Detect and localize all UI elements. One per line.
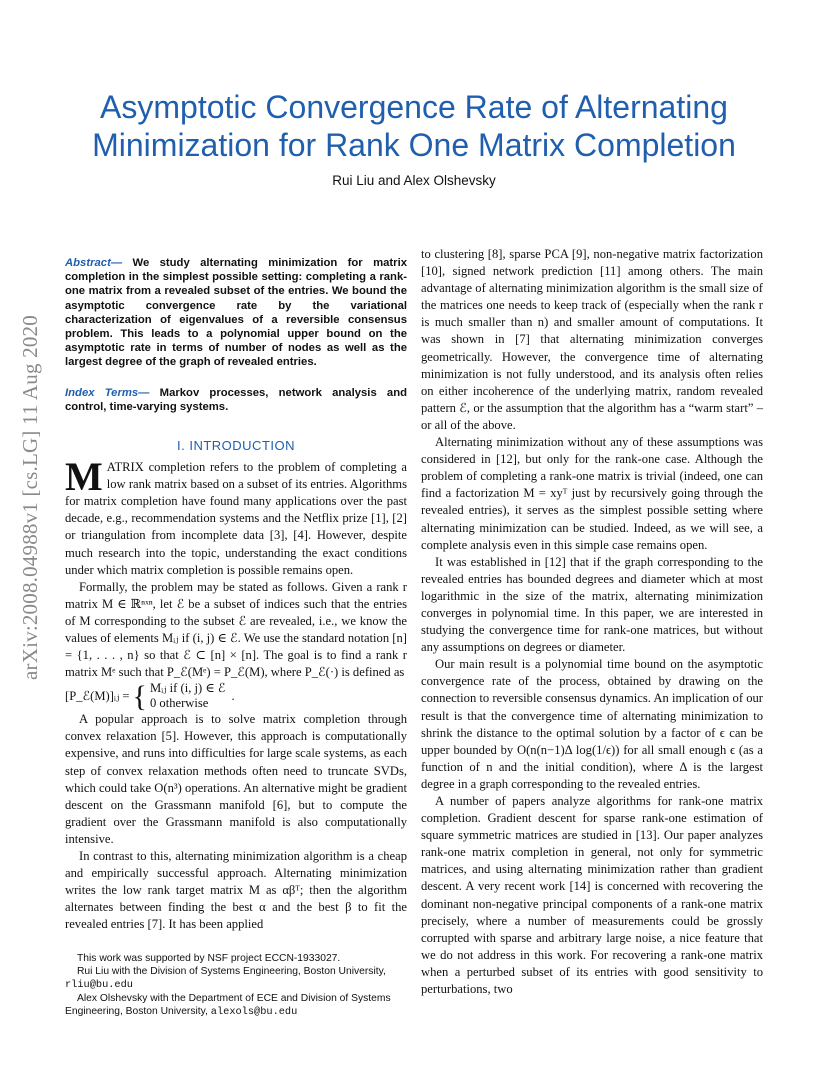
- arxiv-identifier: arXiv:2008.04988v1 [cs.LG] 11 Aug 2020: [18, 315, 42, 680]
- paragraph-intro-2: Formally, the problem may be stated as follows. Given a rank r matrix M ∈ ℝⁿˣⁿ, let ℰ be a subset of indices such that the entries of M corresponding to the subset ℰ are revealed, i.e., we know the values of elements Mᵢⱼ if (i, j) ∈ ℰ. We use the standard notation [n] = {1, . . . , n} so that ℰ ⊂ [n] × [n]. The goal is to find a rank r matrix Mᵉ such that P_ℰ(Mᵉ) = P_ℰ(M), where P_ℰ(·) is defined as: [65, 579, 407, 680]
- left-column: [65, 256, 407, 933]
- index-terms: [65, 386, 407, 414]
- equation-cases: [150, 681, 226, 711]
- equation-projection: [65, 681, 407, 711]
- email-link-alexols[interactable]: alexols@bu.edu: [210, 1006, 298, 1018]
- paragraph-intro-1-text: ATRIX completion refers to the problem of completing a low rank matrix based on a subset of its entries. Algorithms for matrix completion have found many applications over the past decade, e.g., recommendation systems and the Netflix prize [1], [2] or triangulation from incomplete data [3], [4]. However, despite much research into the topic, understanding the exact conditions under which matrix completion is possible remains open.: [65, 460, 407, 577]
- index-terms-label: Index Terms—: [65, 386, 150, 399]
- paragraph-right-2: Alternating minimization without any of these assumptions was considered in [12], but only for the rank-one case. Although the problem of completing a rank-one matrix is trivial (indeed, one can find a factorization M = xyᵀ just by recursively going through the revealed entries), it serves as the simplest possible setting where alternating minimization can be studied. Indeed, as we will see, a complete analysis even in this simple case remains open.: [421, 435, 763, 552]
- footnote-funding: This work was supported by NSF project ECCN-1933027.: [77, 953, 341, 964]
- abstract-label: Abstract—: [65, 257, 123, 269]
- right-column: [421, 246, 763, 998]
- equation-lhs: [P_ℰ(M)]ᵢⱼ =: [65, 688, 130, 703]
- index-terms-text: Markov processes, network analysis and control, time-varying systems.: [65, 386, 407, 413]
- email-link-rliu[interactable]: rliu@bu.edu: [65, 979, 133, 991]
- paragraph-intro-3: A popular approach is to solve matrix completion through convex relaxation [5]. However, this approach is computationally expensive, and runs into difficulties for large scale systems, as each step of convex relaxation methods often need to truncate SVDs, which could take O(n³) operations. An alternative might be gradient descent on the Grassmann manifold [6], but to compute the gradient over the Grassmann manifold is also computationally intensive.: [65, 712, 407, 846]
- paragraph-right-1: to clustering [8], sparse PCA [9], non-negative matrix factorization [10], signed network prediction [11] among others. The main advantage of alternating minimization algorithm is the small size of the matrices one needs to keep track of (especially when the rank r is much smaller than n) and smaller amount of computations. It was shown in [7] that alternating minimization converges geometrically. However, the convergence time of alternating minimization is not fully understood, and its analysis often relies on either incoherence of the underlying matrix, random revealed pattern ℰ, or the assumption that the algorithm has a “warm start” – or all of the above.: [421, 247, 763, 432]
- footnotes: [65, 952, 407, 1019]
- equation-end: .: [231, 688, 235, 703]
- section-heading-introduction: I. INTRODUCTION: [177, 438, 295, 454]
- authors: Rui Liu and Alex Olshevsky: [332, 173, 496, 188]
- title-line-1: Asymptotic Convergence Rate of Alternating: [100, 89, 728, 125]
- abstract: [65, 256, 407, 370]
- abstract-text: We study alternating minimization for matrix completion in the simplest possible setting: completing a rank-one matrix from a revealed subset of the entries. We bound the asymptotic convergence rate by the variational characterization of eigenvalues of a reversible consensus problem. This leads to a polynomial upper bound on the asymptotic rate in terms of number of nodes as well as the largest degree of the graph of revealed entries.: [65, 257, 407, 369]
- paragraph-intro-1: [65, 454, 407, 579]
- paragraph-intro-4: In contrast to this, alternating minimization algorithm is a cheap and empirically successful approach. Alternating minimization writes the low rank target matrix M as αβᵀ; then the algorithm alternates between finding the best α and the best β to fit the revealed entries [7]. It has been applied: [65, 849, 407, 932]
- title-line-2: Minimization for Rank One Matrix Completion: [92, 127, 736, 163]
- equation-brace: {: [132, 679, 147, 713]
- equation-case-1: Mᵢⱼ if (i, j) ∈ ℰ: [149, 681, 226, 696]
- footnote-author-2-text: Alex Olshevsky with the Department of ECE and Division of Systems Engineering, Boston University,: [65, 993, 391, 1017]
- paper-title: [60, 88, 768, 164]
- footnote-author-2: [65, 992, 407, 1019]
- paragraph-right-4: Our main result is a polynomial time bound on the asymptotic convergence rate of the process, obtained by drawing on the connection to reversible consensus dynamics. An implication of our result is that the convergence time of alternating minimization to shrink the distance to the optimal solution by a factor of ϵ can be upper bounded by O(n(n−1)Δ log(1/ϵ)) for all small enough ϵ (as a function of n and the initial condition), where Δ is the largest degree in a graph corresponding to the revealed entries.: [421, 657, 763, 791]
- footnote-author-1: [65, 965, 407, 992]
- paragraph-right-5: A number of papers analyze algorithms for rank-one matrix completion. Gradient descent for sparse rank-one estimation of square symmetric matrices are studied in [13]. Our paper analyzes rank-one matrix completion in general, not only for symmetric matrices, and using alternating minimization rather than gradient descent. A very recent work [14] is concerned with recovering the dominant non-negative principal components of a rank-one matrix precisely, where a number of measurements could be grossly corrupted with sparse and arbitrary large noise, a nice feature that we do not address in this work. For recovering a rank-one matrix when a perturbed subset of its entries with good sensitivity to perturbations, two: [421, 794, 763, 997]
- drop-cap: M: [65, 454, 103, 500]
- footnote-author-1-text: Rui Liu with the Division of Systems Engineering, Boston University,: [77, 966, 386, 977]
- equation-case-2: 0 otherwise: [149, 696, 209, 711]
- paragraph-right-3: It was established in [12] that if the graph corresponding to the revealed entries has bounded degrees and diameter which at most logarithmic in the size of the matrix, alternating minimization converges in polynomial time. In this paper, we are interested in studying the convergence time for rank-one matrices, but without any assumptions on degrees or diameter.: [421, 554, 763, 655]
